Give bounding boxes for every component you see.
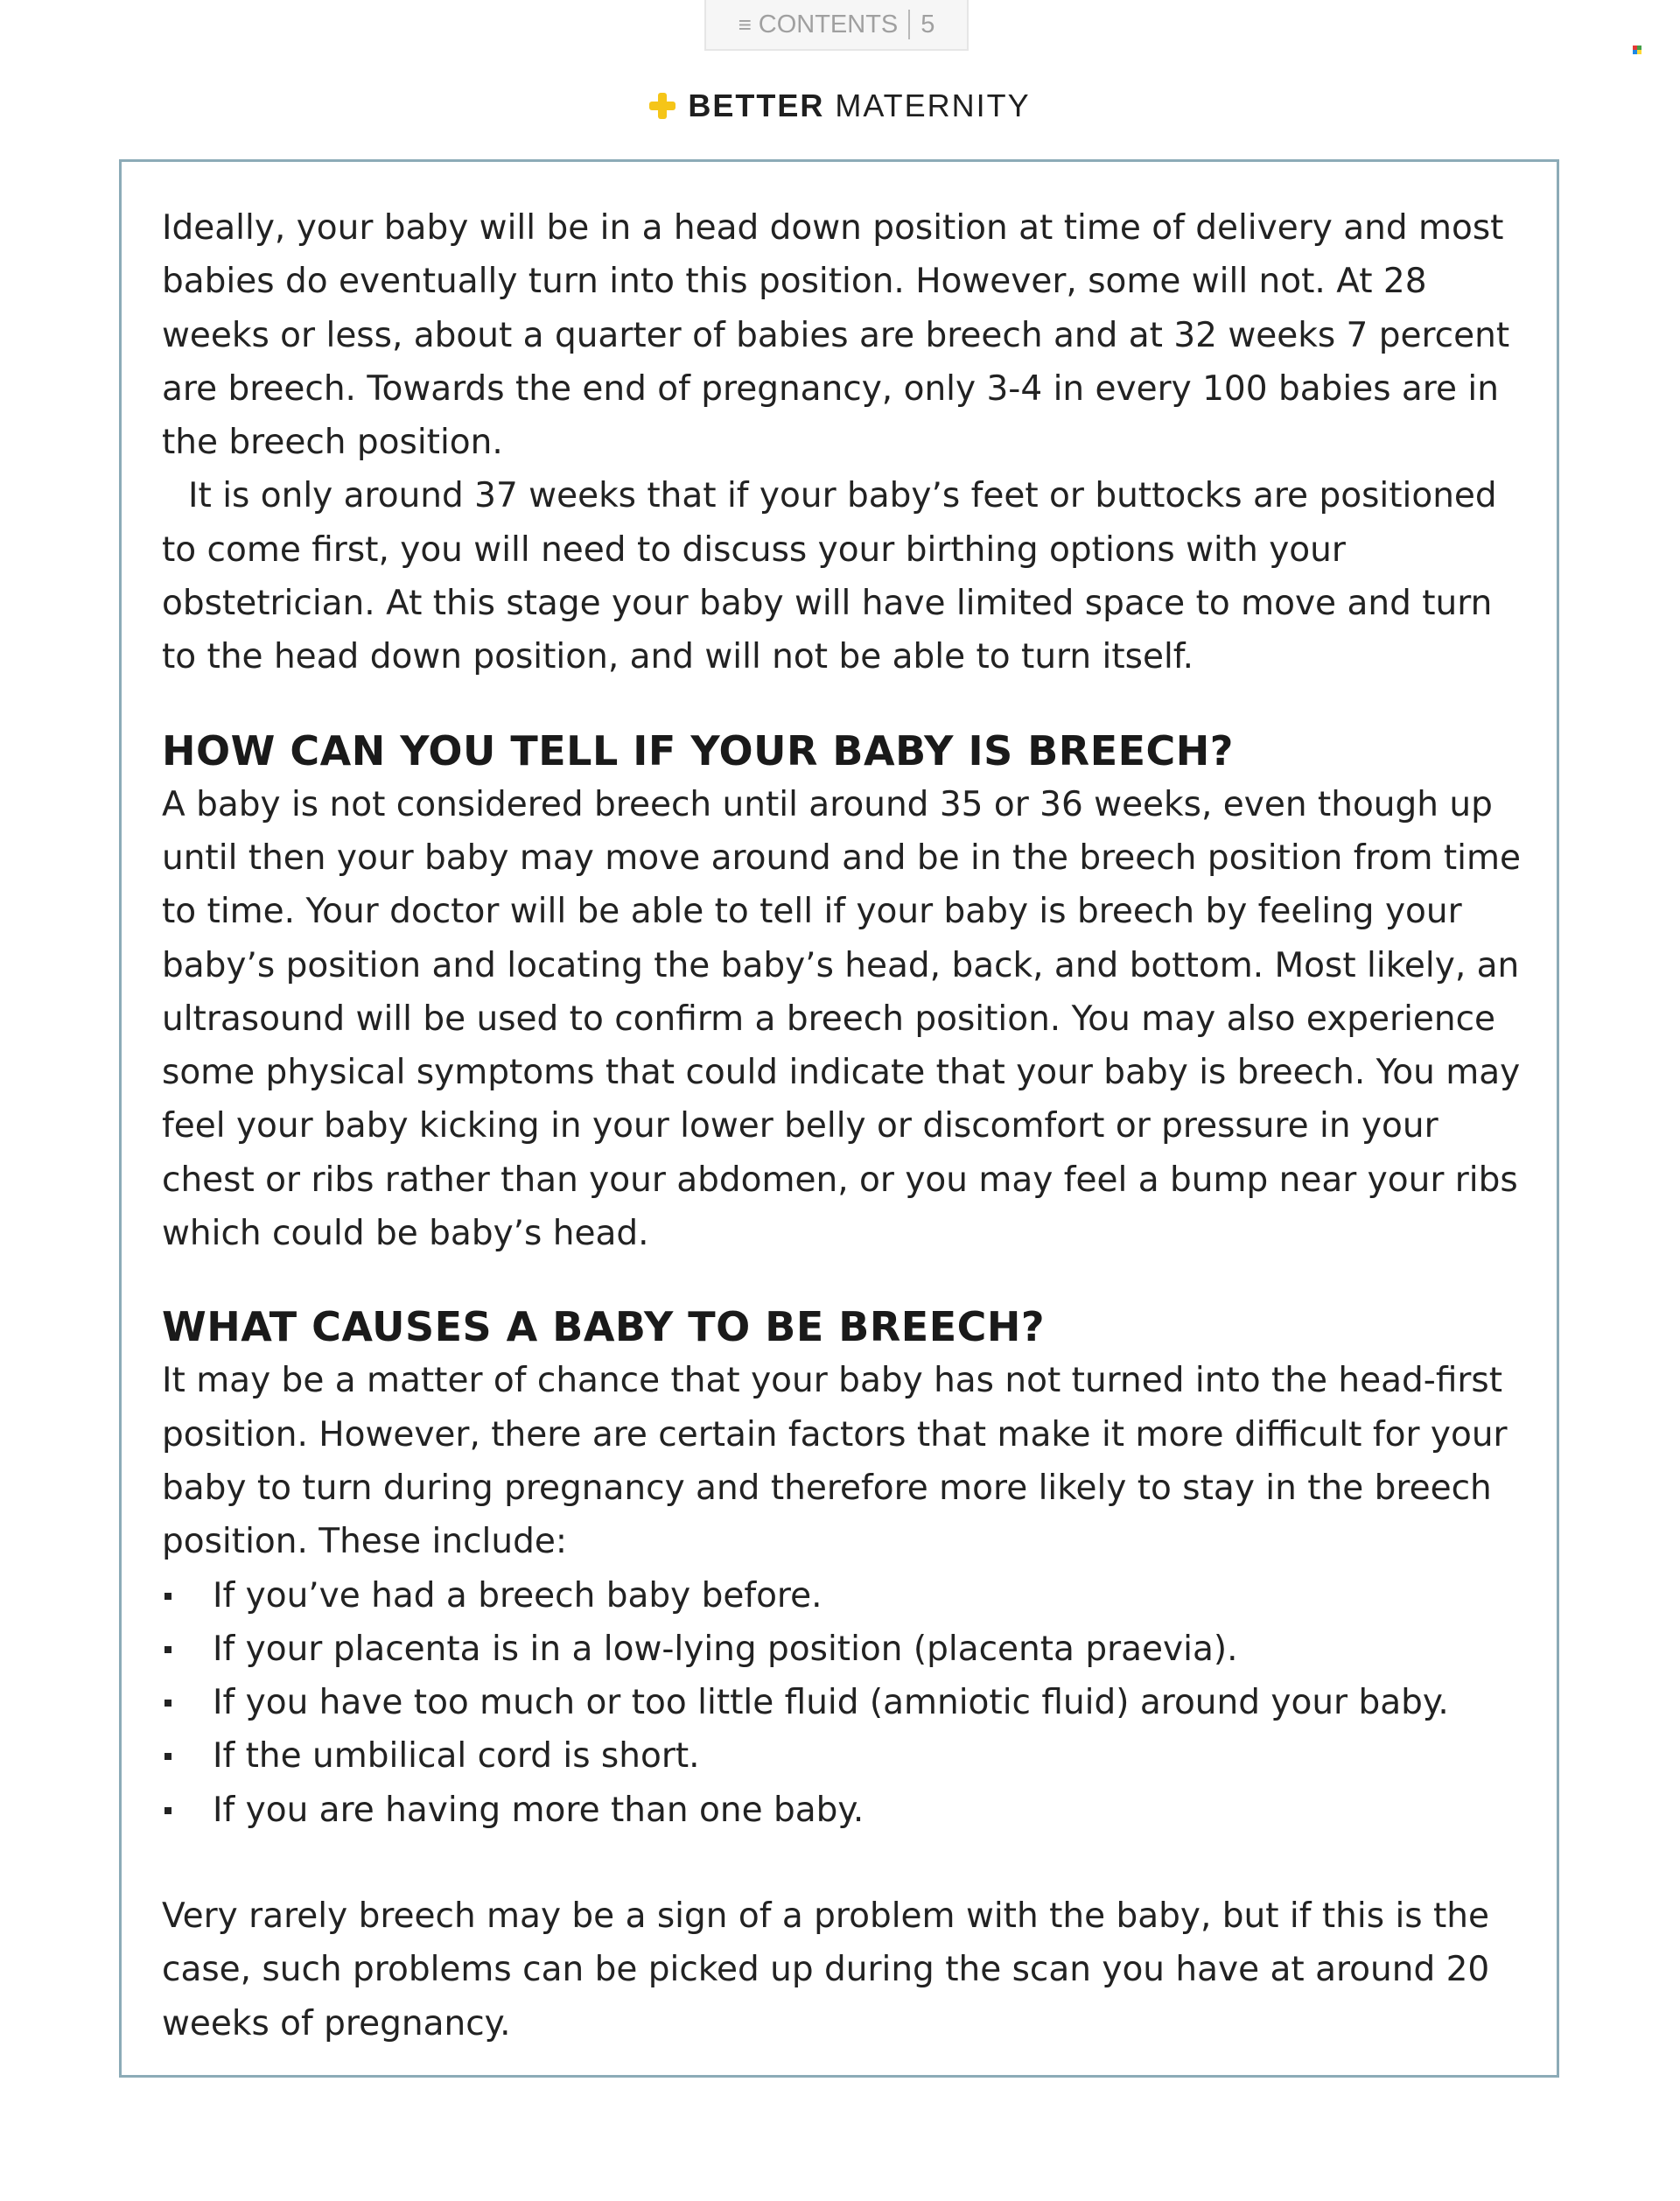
corner-color-mark-icon (1633, 46, 1642, 54)
divider (908, 10, 910, 39)
intro-paragraph-1: Ideally, your baby will be in a head down position at time of delivery and most babies do eventually turn into this position. However, some will not. At 28 weeks or less, about a quarter of babies are breech and at 32 weeks 7 percent are breech. Towards the end of pregnancy, only 3-4 in every 100 babies are in the breech position. (162, 208, 1510, 463)
brand-header (0, 88, 1680, 124)
section-paragraph-tell-breech: A baby is not considered breech until around 35 or 36 weeks, even though up until then your baby may move around and be in the breech position from time to time. Your doctor will be able to tell if your baby is breech by feeling your baby’s position and locating the baby’s head, back, and bottom. Most likely, an ultrasound will be used to confirm a breech position. You may also experience some physical symptoms that could indicate that your baby is breech. You may feel your baby kicking in your lower belly or discomfort or pressure in your chest or ribs rather than your abdomen, or you may feel a bump near your ribs which could be baby’s head. (162, 784, 1521, 1254)
section-heading-causes: WHAT CAUSES A BABY TO BE BREECH? (162, 1303, 1046, 1351)
list-item: If your placenta is in a low-lying position (placenta praevia). (162, 1623, 1536, 1676)
closing-paragraph: Very rarely breech may be a sign of a problem with the baby, but if this is the case, such problems can be picked up during the scan you have at around 20 weeks of pregnancy. (162, 1896, 1490, 2043)
list-item: If you have too much or too little fluid (amniotic fluid) around your baby. (162, 1676, 1536, 1729)
list-item: If the umbilical cord is short. (162, 1729, 1536, 1783)
plus-logo-icon (649, 93, 676, 119)
brand-name-light: MATERNITY (835, 88, 1031, 123)
list-item: If you are having more than one baby. (162, 1784, 1536, 1837)
article-body (162, 201, 1536, 2050)
contents-label: CONTENTS (758, 10, 899, 39)
section-heading-tell-breech: HOW CAN YOU TELL IF YOUR BABY IS BREECH? (162, 726, 1234, 775)
page-number: 5 (920, 10, 935, 39)
list-item: If you’ve had a breech baby before. (162, 1569, 1536, 1623)
causes-list (162, 1569, 1536, 1837)
menu-icon: ≡ (738, 11, 752, 38)
brand-name-bold: BETTER (688, 88, 825, 123)
contents-button[interactable] (704, 0, 969, 51)
section-paragraph-causes: It may be a matter of chance that your baby has not turned into the head-first position. However, there are certain factors that make it more difficult for your baby to turn during pregnancy and therefore more likely to stay in the breech position. These include: (162, 1361, 1508, 1562)
intro-paragraph-2: It is only around 37 weeks that if your baby’s feet or buttocks are positioned to come first, you will need to discuss your birthing options with your obstetrician. At this stage your baby will have limited space to move and turn to the head down position, and will not be able to turn itself. (162, 476, 1497, 677)
